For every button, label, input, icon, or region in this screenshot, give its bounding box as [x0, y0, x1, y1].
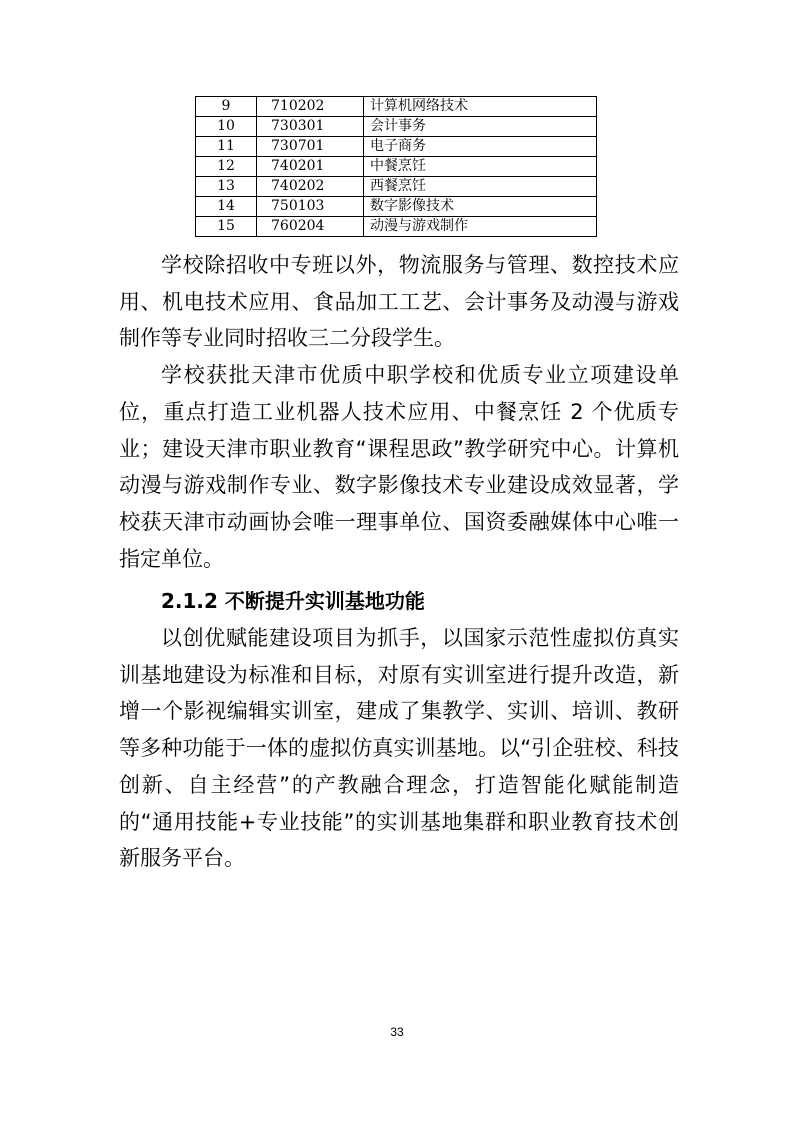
- paragraph-training-base: 以创优赋能建设项目为抓手，以国家示范性虚拟仿真实训基地建设为标准和目标，对原有实训室进行提升改造，新增一个影视编辑实训室，建成了集教学、实训、培训、教研等多种功能于一体的虚拟仿真实训基地。以“引企驻校、科技创新、自主经营”的产教融合理念，打造智能化赋能制造的“通用技能+专业技能”的实训基地集群和职业教育技术创新服务平台。: [119, 626, 679, 871]
- major-name: 西餐烹饪: [364, 177, 597, 197]
- body-text-lower: [119, 620, 679, 877]
- major-name: 中餐烹饪: [364, 157, 597, 177]
- major-code: 760204: [257, 217, 364, 237]
- section-heading: 2.1.2 不断提升实训基地功能: [161, 589, 425, 613]
- table-row: [196, 137, 597, 157]
- major-code: 740201: [257, 157, 364, 177]
- paragraph-quality-school: 学校获批天津市优质中职学校和优质专业立项建设单位，重点打造工业机器人技术应用、中餐烹饪 2 个优质专业；建设天津市职业教育“课程思政”教学研究中心。计算机动漫与游戏制作专业、数字影像技术专业建设成效显著，学校获天津市动画协会唯一理事单位、国资委融媒体中心唯一指定单位。: [119, 363, 679, 571]
- table-row: [196, 197, 597, 217]
- major-name: 动漫与游戏制作: [364, 217, 597, 237]
- major-name: 会计事务: [364, 117, 597, 137]
- major-name: 电子商务: [364, 137, 597, 157]
- row-number: 15: [196, 217, 257, 237]
- major-code: 730301: [257, 117, 364, 137]
- major-code: 750103: [257, 197, 364, 217]
- table-row: [196, 217, 597, 237]
- table-row: [196, 97, 597, 117]
- row-number: 12: [196, 157, 257, 177]
- major-name: 数字影像技术: [364, 197, 597, 217]
- major-code: 740202: [257, 177, 364, 197]
- row-number: 14: [196, 197, 257, 217]
- row-number: 9: [196, 97, 257, 117]
- table-row: [196, 157, 597, 177]
- table-row: [196, 117, 597, 137]
- major-code: 730701: [257, 137, 364, 157]
- major-name: 计算机网络技术: [364, 97, 597, 117]
- paragraph-enrollment: 学校除招收中专班以外，物流服务与管理、数控技术应用、机电技术应用、食品加工工艺、会计事务及动漫与游戏制作等专业同时招收三二分段学生。: [119, 253, 679, 351]
- row-number: 13: [196, 177, 257, 197]
- row-number: 11: [196, 137, 257, 157]
- page-number: 33: [390, 1025, 404, 1039]
- major-table: [195, 96, 597, 237]
- table-row: [196, 177, 597, 197]
- body-text-upper: [119, 247, 679, 577]
- row-number: 10: [196, 117, 257, 137]
- major-code: 710202: [257, 97, 364, 117]
